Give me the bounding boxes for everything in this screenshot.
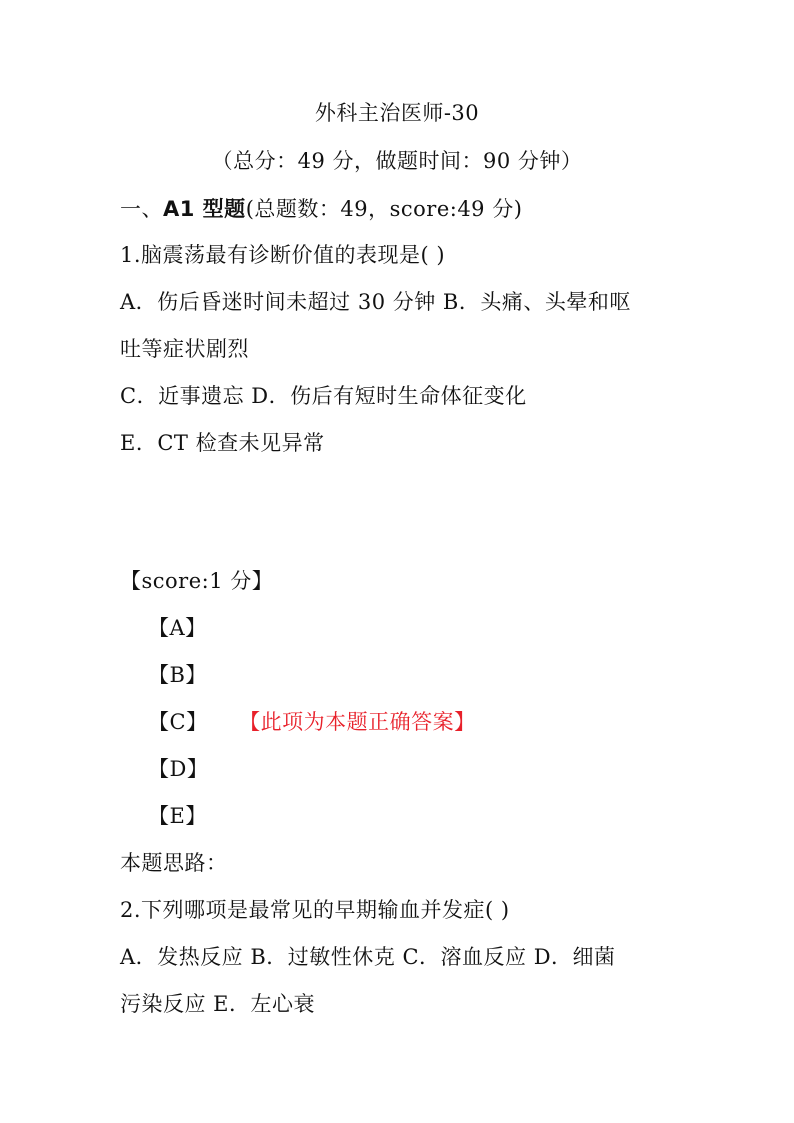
answer-option-label: 【B】 (148, 663, 207, 687)
question-1-options-line-2: 吐等症状剧烈 (120, 337, 249, 361)
section-prefix: 一、 (120, 197, 163, 221)
question-2-options-line-1: A．发热反应 B．过敏性休克 C．溶血反应 D．细菌 (120, 945, 616, 969)
question-1-options-line-3: C．近事遗忘 D．伤后有短时生命体征变化 (120, 384, 527, 408)
answer-option-label: 【A】 (148, 616, 207, 640)
document-title: 外科主治医师-30 (314, 101, 480, 125)
section-heading (120, 194, 522, 224)
answer-option-b (148, 660, 207, 690)
answer-option-label: 【E】 (148, 804, 207, 828)
question-1-options-line-1: A．伤后昏迷时间未超过 30 分钟 B．头痛、头晕和呕 (120, 290, 631, 314)
question-2-stem: 2.下列哪项是最常见的早期输血并发症( ) (120, 898, 510, 922)
question-1-score: 【score:1 分】 (120, 569, 274, 593)
answer-option-label: 【C】 (148, 710, 208, 734)
question-2-options-line-2: 污染反应 E．左心衰 (120, 992, 316, 1016)
answer-option-e (148, 801, 207, 831)
answer-option-label: 【D】 (148, 757, 209, 781)
correct-answer-marker: 【此项为本题正确答案】 (249, 710, 476, 734)
question-1-hint: 本题思路： (120, 851, 228, 875)
document-subtitle: （总分：49 分，做题时间：90 分钟） (211, 149, 583, 173)
section-name: A1 型题 (163, 197, 246, 221)
question-1-options-line-4: E．CT 检查未见异常 (120, 431, 325, 455)
question-1-stem: 1.脑震荡最有诊断价值的表现是( ) (120, 243, 446, 267)
section-meta: (总题数：49，score:49 分) (245, 197, 523, 221)
answer-option-a (148, 613, 207, 643)
answer-option-c (148, 707, 476, 737)
answer-option-d (148, 754, 208, 784)
